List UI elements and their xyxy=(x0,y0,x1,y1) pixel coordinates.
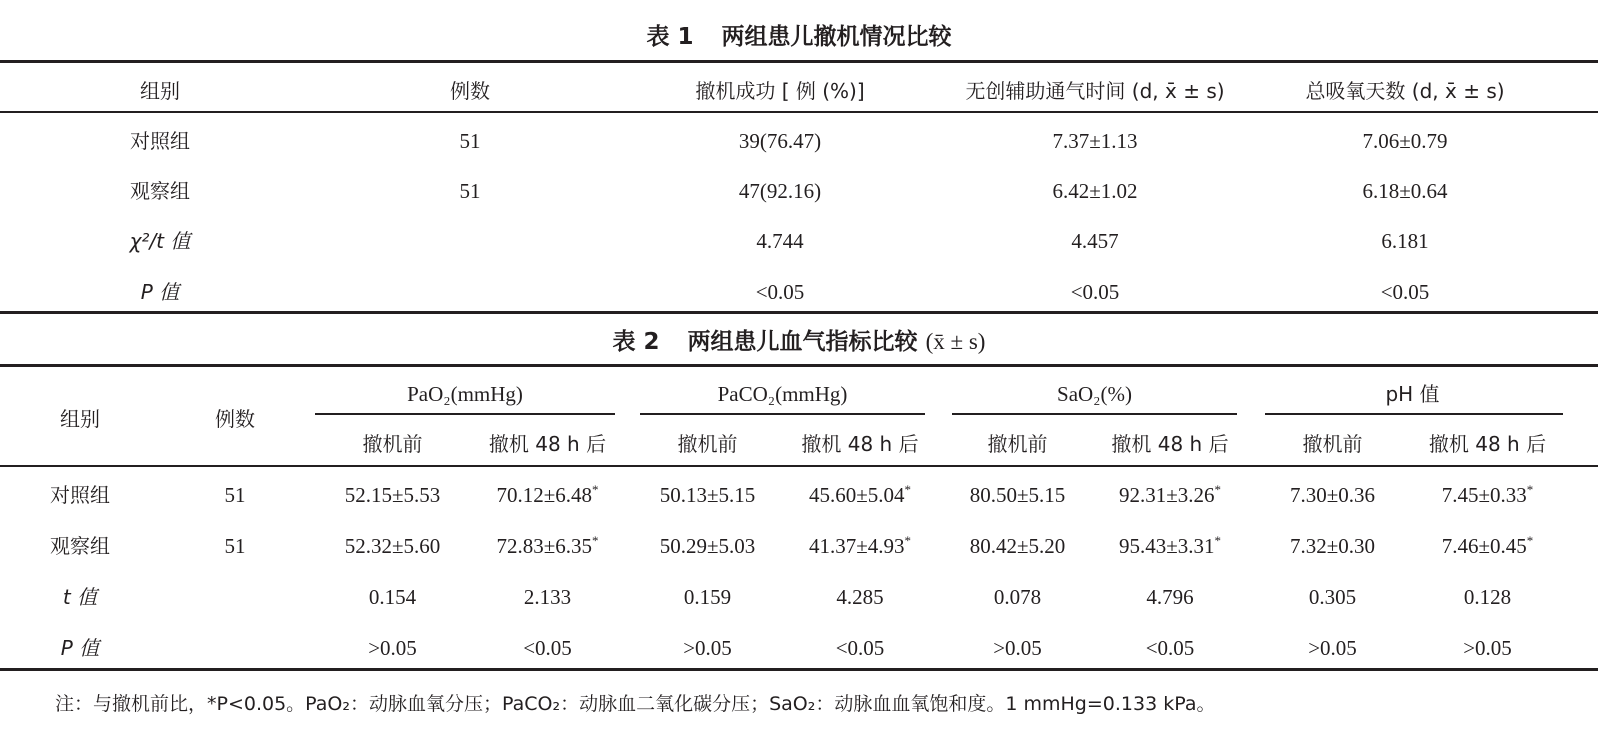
table1-bottom-rule xyxy=(0,311,1598,314)
t2-r3-c5: <0.05 xyxy=(835,636,885,660)
t2-r2-c3: 2.133 xyxy=(523,585,572,609)
t2-sub-paco2-post: 撤机 48 h 后 xyxy=(801,432,919,456)
t1-header-niv-time: 无创辅助通气时间 (d, x̄ ± s) xyxy=(965,79,1225,103)
t2-r1-c5: 41.37±4.93* xyxy=(808,533,912,558)
t1-header-count: 例数 xyxy=(450,79,490,103)
t1-r3-c3: <0.05 xyxy=(1070,280,1120,304)
t1-r1-c2: 47(92.16) xyxy=(738,179,822,203)
t2-r3-c3: <0.05 xyxy=(523,636,572,660)
t2-pao2-subrule xyxy=(315,413,615,415)
t1-r1-c0: 观察组 xyxy=(130,179,190,203)
t2-group-paco2: PaCO₂(mmHg) xyxy=(717,382,848,406)
t2-r1-c1: 51 xyxy=(224,534,246,558)
t2-r1-c6: 80.42±5.20 xyxy=(969,534,1066,558)
t1-r2-c4: 6.181 xyxy=(1381,229,1429,253)
t2-r0-c2: 52.15±5.53 xyxy=(344,483,441,507)
note-text: 注：与撤机前比，*P<0.05。PaO₂：动脉血氧分压；PaCO₂：动脉血二氧化碳分压；SaO₂：动脉血血氧饱和度。1 mmHg=0.133 kPa。 xyxy=(55,693,1216,715)
t2-r1-c3: 72.83±6.35* xyxy=(496,533,599,558)
t2-sub-pao2-post: 撤机 48 h 后 xyxy=(488,432,607,456)
t1-r3-c0: P 值 xyxy=(140,280,180,304)
t2-r0-c1: 51 xyxy=(224,483,246,507)
t2-sub-ph-pre: 撤机前 xyxy=(1302,432,1363,456)
table2-header-rule xyxy=(0,465,1598,467)
t1-r1-c3: 6.42±1.02 xyxy=(1052,179,1138,203)
t2-r2-c5: 4.285 xyxy=(836,585,884,609)
t1-r0-c3: 7.37±1.13 xyxy=(1052,129,1138,153)
t2-r1-c4: 50.29±5.03 xyxy=(659,534,756,558)
t2-r1-c2: 52.32±5.60 xyxy=(344,534,441,558)
t2-r3-c9: >0.05 xyxy=(1463,636,1512,660)
t2-r3-c0: P 值 xyxy=(60,636,100,660)
t2-r2-c2: 0.154 xyxy=(368,585,417,609)
t1-r2-c2: 4.744 xyxy=(756,229,804,253)
t1-r0-c0: 对照组 xyxy=(130,129,190,153)
t2-ph-subrule xyxy=(1265,413,1563,415)
t2-r0-c8: 7.30±0.36 xyxy=(1289,483,1376,507)
t2-r0-c3: 70.12±6.48* xyxy=(496,482,599,507)
t2-sub-sao2-post: 撤机 48 h 后 xyxy=(1111,432,1229,456)
t2-sub-sao2-pre: 撤机前 xyxy=(987,432,1048,456)
t2-r3-c4: >0.05 xyxy=(683,636,732,660)
t2-header-count: 例数 xyxy=(215,407,255,431)
t2-sub-paco2-pre: 撤机前 xyxy=(677,432,738,456)
t2-sub-pao2-pre: 撤机前 xyxy=(362,432,423,456)
t1-r2-c3: 4.457 xyxy=(1071,229,1119,253)
table2-title: 两组患儿血气指标比较 xyxy=(687,329,918,355)
t2-r2-c9: 0.128 xyxy=(1463,585,1512,609)
table1-caption xyxy=(0,22,1598,52)
t2-r3-c8: >0.05 xyxy=(1308,636,1357,660)
t2-r0-c6: 80.50±5.15 xyxy=(969,483,1066,507)
t2-paco2-subrule xyxy=(640,413,925,415)
table1-top-rule xyxy=(0,60,1598,63)
t2-r0-c0: 对照组 xyxy=(50,483,110,507)
t1-r1-c4: 6.18±0.64 xyxy=(1362,179,1448,203)
t1-r3-c4: <0.05 xyxy=(1380,280,1430,304)
t2-r1-c9: 7.46±0.45* xyxy=(1441,533,1534,558)
t2-r2-c6: 0.078 xyxy=(993,585,1042,609)
t2-r3-c7: <0.05 xyxy=(1145,636,1195,660)
t2-r0-c4: 50.13±5.15 xyxy=(659,483,756,507)
t1-r0-c1: 51 xyxy=(459,129,481,153)
t1-header-group: 组别 xyxy=(140,79,180,103)
t2-r1-c8: 7.32±0.30 xyxy=(1289,534,1376,558)
table2-title-suffix: (x̄ ± s) xyxy=(925,329,986,354)
t2-group-sao2: SaO₂(%) xyxy=(1057,382,1132,406)
t1-r0-c4: 7.06±0.79 xyxy=(1362,129,1448,153)
t2-r2-c4: 0.159 xyxy=(683,585,732,609)
t2-group-ph: pH 值 xyxy=(1385,382,1440,406)
table2-bottom-rule xyxy=(0,668,1598,671)
t2-header-group: 组别 xyxy=(60,407,100,431)
table2-number: 表 2 xyxy=(612,329,660,355)
t2-r1-c0: 观察组 xyxy=(50,534,110,558)
table1-number: 表 1 xyxy=(646,24,694,50)
t2-r1-c7: 95.43±3.31* xyxy=(1118,533,1222,558)
table-note xyxy=(55,690,1215,718)
t2-r2-c0: t 值 xyxy=(62,585,98,609)
table1-title: 两组患儿撤机情况比较 xyxy=(721,24,952,50)
t1-r1-c1: 51 xyxy=(459,179,481,203)
t2-r0-c7: 92.31±3.26* xyxy=(1118,482,1222,507)
t2-r3-c6: >0.05 xyxy=(993,636,1042,660)
t2-r0-c9: 7.45±0.33* xyxy=(1441,482,1534,507)
t1-r3-c2: <0.05 xyxy=(755,280,805,304)
t1-r0-c2: 39(76.47) xyxy=(738,129,822,153)
t2-r2-c7: 4.796 xyxy=(1146,585,1194,609)
t1-header-oxygen-days: 总吸氧天数 (d, x̄ ± s) xyxy=(1305,79,1505,103)
table1-header-rule xyxy=(0,111,1598,113)
t1-r2-c0: χ²/t 值 xyxy=(129,229,191,253)
t2-r3-c2: >0.05 xyxy=(368,636,417,660)
t2-sao2-subrule xyxy=(952,413,1237,415)
t2-sub-ph-post: 撤机 48 h 后 xyxy=(1428,432,1547,456)
t2-r0-c5: 45.60±5.04* xyxy=(808,482,912,507)
table2-top-rule xyxy=(0,364,1598,367)
t1-header-success: 撤机成功 [ 例 (%)] xyxy=(695,79,865,103)
t2-r2-c8: 0.305 xyxy=(1308,585,1357,609)
table2-caption xyxy=(0,327,1598,357)
t2-group-pao2: PaO₂(mmHg) xyxy=(407,382,523,406)
